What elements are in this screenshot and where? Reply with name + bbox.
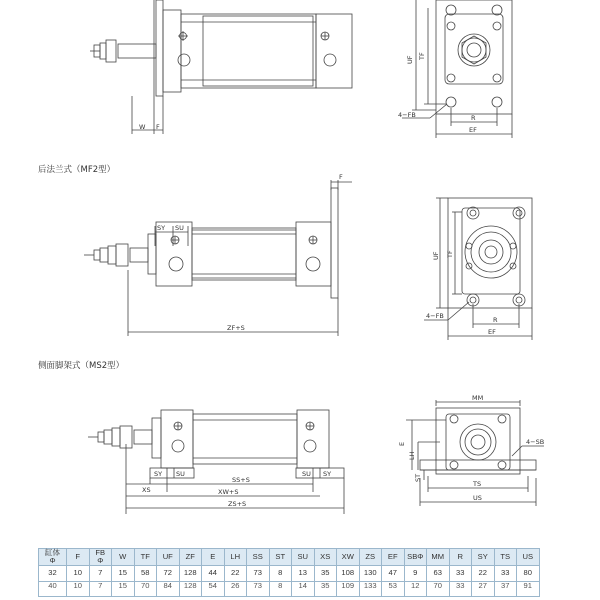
- table-header-cell: ST: [269, 549, 292, 566]
- label-tf: TF: [446, 250, 454, 258]
- table-cell: 72: [157, 565, 180, 581]
- table-cell: 10: [67, 581, 90, 596]
- table-cell: 40: [39, 581, 67, 596]
- table-header-cell: LH: [224, 549, 247, 566]
- table-cell: 8: [269, 581, 292, 596]
- table-cell: 73: [247, 581, 270, 596]
- table-cell: 70: [134, 581, 157, 596]
- table-row: [39, 565, 540, 581]
- table-header-cell: XS: [314, 549, 337, 566]
- table-cell: 8: [269, 565, 292, 581]
- table-cell: 84: [157, 581, 180, 596]
- table-cell: 80: [517, 565, 540, 581]
- table-cell: 26: [224, 581, 247, 596]
- table-cell: 15: [112, 565, 135, 581]
- table-header-cell: EF: [382, 549, 405, 566]
- table-cell: 44: [202, 565, 225, 581]
- table-header-cell: ZS: [359, 549, 382, 566]
- table-cell: 22: [472, 565, 495, 581]
- label-su: SU: [302, 470, 311, 478]
- label-su: SU: [176, 470, 185, 478]
- table-header-cell: SS: [247, 549, 270, 566]
- table-cell: 33: [449, 581, 472, 596]
- label-zf-s: ZF+S: [227, 324, 245, 332]
- table-header-cell: SU: [292, 549, 315, 566]
- table-row: [39, 581, 540, 596]
- label-st: ST: [414, 473, 422, 482]
- label-f: F: [339, 173, 343, 181]
- table-header-cell: XW: [337, 549, 360, 566]
- table-header-cell: SBΦ: [404, 549, 427, 566]
- table-cell: 14: [292, 581, 315, 596]
- label-tf: TF: [418, 52, 426, 60]
- table-header-cell: TS: [494, 549, 517, 566]
- table-cell: 91: [517, 581, 540, 596]
- table-cell: 9: [404, 565, 427, 581]
- table-header-cell: TF: [134, 549, 157, 566]
- label-r: R: [471, 114, 476, 122]
- table-cell: 109: [337, 581, 360, 596]
- label-zs-s: ZS+S: [228, 500, 247, 508]
- label-lh: LH: [408, 451, 416, 460]
- label-mm: MM: [472, 394, 484, 402]
- label-uf: UF: [432, 251, 440, 260]
- table-header-cell: E: [202, 549, 225, 566]
- label-ts: TS: [473, 480, 482, 488]
- table-cell: 70: [427, 581, 450, 596]
- table-header-cell: ZF: [179, 549, 202, 566]
- table-header-cell: UF: [157, 549, 180, 566]
- table-cell: 37: [494, 581, 517, 596]
- table-cell: 130: [359, 565, 382, 581]
- label-xs: XS: [142, 486, 151, 494]
- table-cell: 33: [494, 565, 517, 581]
- table-header-row: [39, 549, 540, 566]
- table-cell: 53: [382, 581, 405, 596]
- table-cell: 10: [67, 565, 90, 581]
- label-xw-s: XW+S: [218, 488, 239, 496]
- table-header-cell: FB Φ: [89, 549, 112, 566]
- table-header-cell: 缸体 Φ: [39, 549, 67, 566]
- label-ef: EF: [488, 328, 496, 336]
- table-cell: 58: [134, 565, 157, 581]
- table-cell: 133: [359, 581, 382, 596]
- table-cell: 128: [179, 581, 202, 596]
- label-r: R: [493, 316, 498, 324]
- table-header-cell: F: [67, 549, 90, 566]
- table-cell: 54: [202, 581, 225, 596]
- label-ss-s: SS+S: [232, 476, 250, 484]
- label-e: E: [398, 441, 406, 446]
- table-header-cell: W: [112, 549, 135, 566]
- table-cell: 15: [112, 581, 135, 596]
- table-cell: 13: [292, 565, 315, 581]
- label-sb: 4−SB: [526, 438, 545, 446]
- table-cell: 12: [404, 581, 427, 596]
- table-cell: 27: [472, 581, 495, 596]
- caption-mf2: 后法兰式（MF2型）: [38, 165, 116, 175]
- label-fb: 4−FB: [426, 312, 444, 320]
- top-side-view: [90, 0, 352, 134]
- table-cell: 35: [314, 581, 337, 596]
- label-w: W: [139, 123, 146, 131]
- table-cell: 63: [427, 565, 450, 581]
- table-header-cell: MM: [427, 549, 450, 566]
- table-cell: 7: [89, 565, 112, 581]
- caption-ms2: 侧面脚架式（MS2型）: [38, 361, 125, 371]
- top-end-view: [402, 0, 512, 138]
- table-cell: 32: [39, 565, 67, 581]
- label-f: F: [156, 123, 160, 131]
- ms2-end-view: [406, 400, 544, 506]
- label-uf: UF: [406, 55, 414, 64]
- label-fb: 4−FB: [398, 111, 416, 119]
- table-cell: 73: [247, 565, 270, 581]
- label-us: US: [473, 494, 482, 502]
- ms2-side-view: [88, 410, 344, 514]
- table-cell: 47: [382, 565, 405, 581]
- table-cell: 22: [224, 565, 247, 581]
- label-sy: SY: [154, 470, 163, 478]
- label-su: SU: [175, 224, 184, 232]
- table-cell: 7: [89, 581, 112, 596]
- mf2-side-view: [84, 180, 352, 336]
- label-sy: SY: [157, 224, 166, 232]
- table-header-cell: SY: [472, 549, 495, 566]
- table-header-cell: US: [517, 549, 540, 566]
- table-cell: 108: [337, 565, 360, 581]
- label-sy: SY: [323, 470, 332, 478]
- table-cell: 35: [314, 565, 337, 581]
- label-ef: EF: [469, 126, 477, 134]
- spec-table: [38, 548, 540, 597]
- table-cell: 128: [179, 565, 202, 581]
- table-header-cell: R: [449, 549, 472, 566]
- table-cell: 33: [449, 565, 472, 581]
